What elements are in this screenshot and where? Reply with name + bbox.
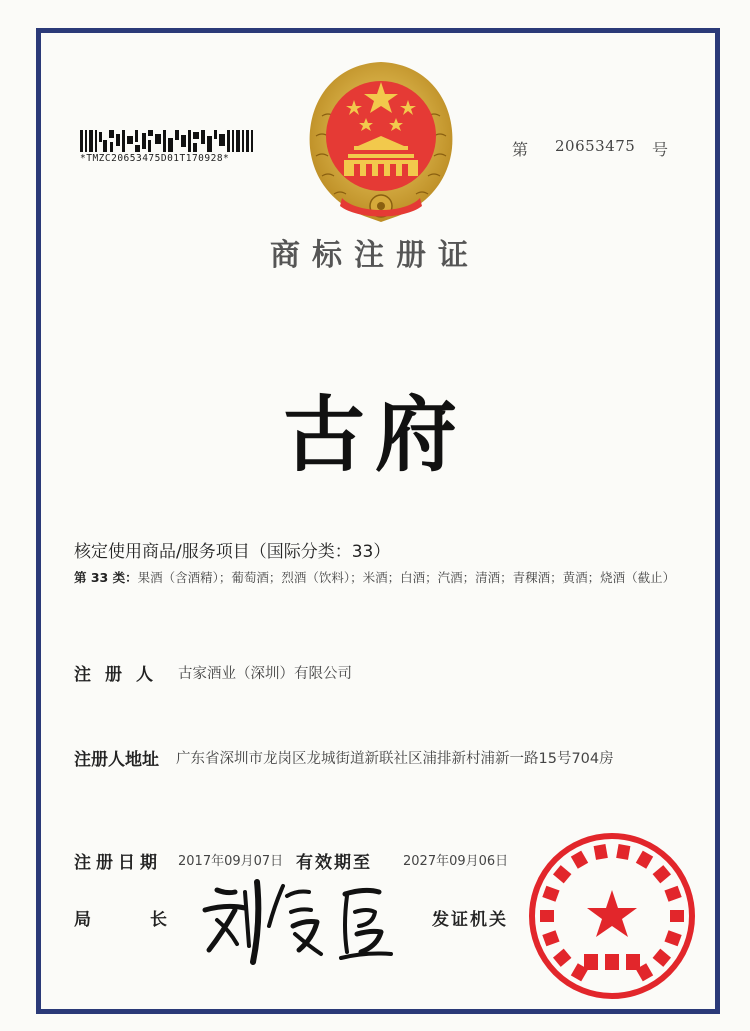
official-seal-icon (526, 830, 698, 1002)
registrant-label: 注册人 (74, 665, 167, 685)
goods-services-heading: 核定使用商品/服务项目（国际分类：33） (74, 542, 391, 562)
registration-date-value: 2017年09月07日 (178, 854, 284, 869)
signature-image (195, 872, 405, 972)
goods-items-text: 果酒（含酒精）；葡萄酒；烈酒（饮料）；米酒；白酒；汽酒；清酒；青稞酒；黄酒；烧酒（截止） (137, 570, 676, 585)
certificate-title: 商标注册证 (270, 238, 480, 273)
goods-class-items (74, 569, 704, 587)
address-label: 注册人地址 (74, 750, 159, 770)
trademark-text: 古府 (282, 387, 467, 483)
address-value: 广东省深圳市龙岗区龙城街道新联社区浦排新村浦新一路15号704房 (176, 751, 614, 767)
certificate-number-suffix: 号 (652, 140, 669, 159)
registrant-value: 古家酒业（深圳）有限公司 (178, 666, 352, 682)
barcode-number: *TMZC20653475D01T170928* (80, 153, 230, 164)
goods-class-label: 第 33 类： (74, 570, 138, 585)
certificate-number: 20653475 (555, 137, 636, 155)
valid-until-label: 有效期至 (296, 853, 372, 873)
barcode (80, 130, 255, 152)
registration-date-label: 注册日期 (74, 853, 162, 873)
certificate-number-prefix: 第 (512, 140, 529, 159)
national-emblem-icon (302, 56, 460, 224)
issuing-authority-label: 发证机关 (432, 910, 508, 930)
director-label-1: 局 (74, 910, 91, 930)
valid-until-value: 2027年09月06日 (403, 854, 509, 869)
director-label-2: 长 (150, 910, 167, 930)
